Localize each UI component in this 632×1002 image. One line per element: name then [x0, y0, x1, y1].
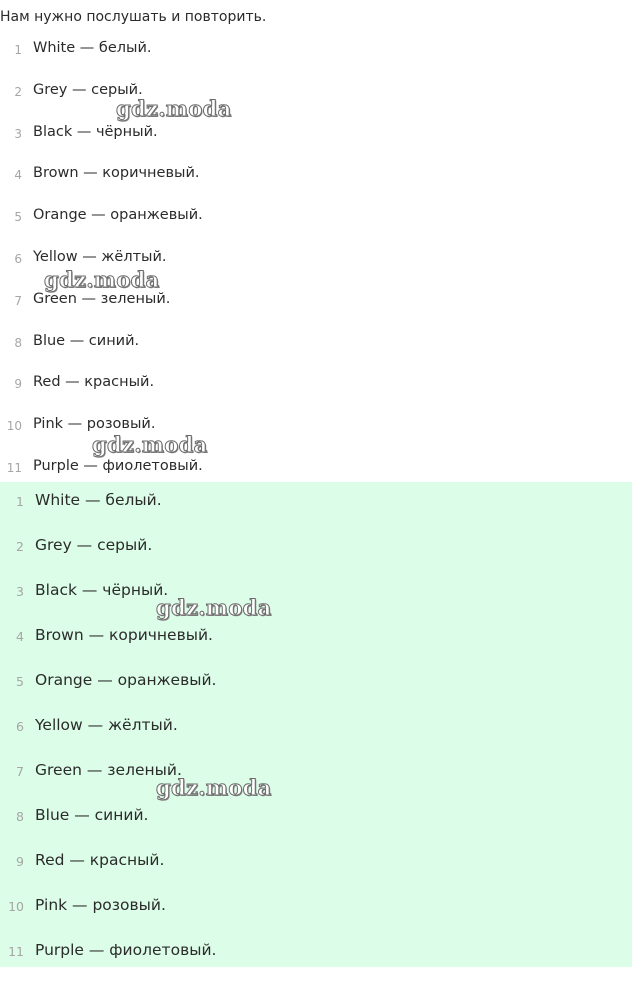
- item-number: 3: [14, 126, 22, 141]
- list-item: [0, 804, 632, 849]
- list-item: [0, 372, 632, 414]
- watermark: gdz.moda: [44, 267, 160, 292]
- item-number: 8: [14, 335, 22, 350]
- item-text: Brown — коричневый.: [35, 626, 213, 644]
- watermark: gdz.moda: [116, 96, 232, 121]
- list-item: [0, 894, 632, 939]
- item-text: Grey — серый.: [35, 536, 153, 554]
- item-text: Red — красный.: [33, 374, 155, 391]
- item-text: Orange — оранжевый.: [35, 671, 217, 689]
- list-item: [0, 122, 632, 164]
- list-item: [0, 759, 632, 804]
- item-number: 9: [16, 854, 24, 869]
- list-item: [0, 163, 632, 205]
- list-item: [0, 205, 632, 247]
- list-item: [0, 414, 632, 456]
- item-text: Blue — синий.: [35, 806, 149, 824]
- item-number: 9: [14, 377, 22, 392]
- list-item: [0, 669, 632, 714]
- item-number: 11: [6, 460, 22, 475]
- item-number: 2: [16, 539, 24, 554]
- item-number: 3: [16, 584, 24, 599]
- item-text: Purple — фиолетовый.: [33, 457, 203, 474]
- item-text: Pink — розовый.: [33, 416, 156, 433]
- item-number: 5: [14, 210, 22, 225]
- item-number: 11: [8, 944, 24, 959]
- list-item: [0, 714, 632, 759]
- item-number: 6: [14, 251, 22, 266]
- item-number: 1: [14, 43, 22, 57]
- list-item: [0, 80, 632, 122]
- list-item: [0, 489, 632, 534]
- item-text: Yellow — жёлтый.: [35, 716, 178, 734]
- color-list-highlighted: [0, 489, 632, 984]
- item-text: Brown — коричневый.: [33, 165, 200, 182]
- item-text: Black — чёрный.: [33, 123, 158, 140]
- intro-text: Нам нужно послушать и повторить.: [0, 9, 267, 25]
- item-text: White — белый.: [35, 491, 162, 509]
- list-item: [0, 38, 632, 80]
- item-text: Grey — серый.: [33, 81, 143, 98]
- item-number: 10: [6, 419, 22, 434]
- watermark: gdz.moda: [156, 595, 272, 620]
- item-text: Green — зеленый.: [35, 761, 182, 779]
- item-number: 5: [16, 674, 24, 689]
- item-number: 2: [14, 84, 22, 99]
- color-list-plain: [0, 38, 632, 498]
- item-text: White — белый.: [33, 40, 152, 56]
- item-text: Blue — синий.: [33, 332, 140, 349]
- item-text: Red — красный.: [35, 851, 165, 869]
- item-number: 7: [14, 293, 22, 308]
- item-text: Orange — оранжевый.: [33, 207, 203, 224]
- item-text: Pink — розовый.: [35, 896, 166, 914]
- list-item: [0, 331, 632, 373]
- item-text: Black — чёрный.: [35, 581, 169, 599]
- item-number: 10: [8, 899, 24, 914]
- item-text: Green — зеленый.: [33, 290, 171, 307]
- list-item: [0, 534, 632, 579]
- item-number: 7: [16, 764, 24, 779]
- item-number: 4: [16, 629, 24, 644]
- list-item: [0, 624, 632, 669]
- list-item: [0, 849, 632, 894]
- item-text: Yellow — жёлтый.: [33, 248, 167, 265]
- item-number: 1: [16, 494, 24, 509]
- watermark: gdz.moda: [92, 432, 208, 457]
- list-item: [0, 939, 632, 984]
- list-item: [0, 247, 632, 292]
- item-number: 6: [16, 719, 24, 734]
- watermark: gdz.moda: [156, 775, 272, 800]
- list-item: [0, 289, 632, 331]
- item-number: 4: [14, 168, 22, 183]
- list-item: [0, 579, 632, 624]
- item-number: 8: [16, 809, 24, 824]
- item-text: Purple — фиолетовый.: [35, 941, 217, 959]
